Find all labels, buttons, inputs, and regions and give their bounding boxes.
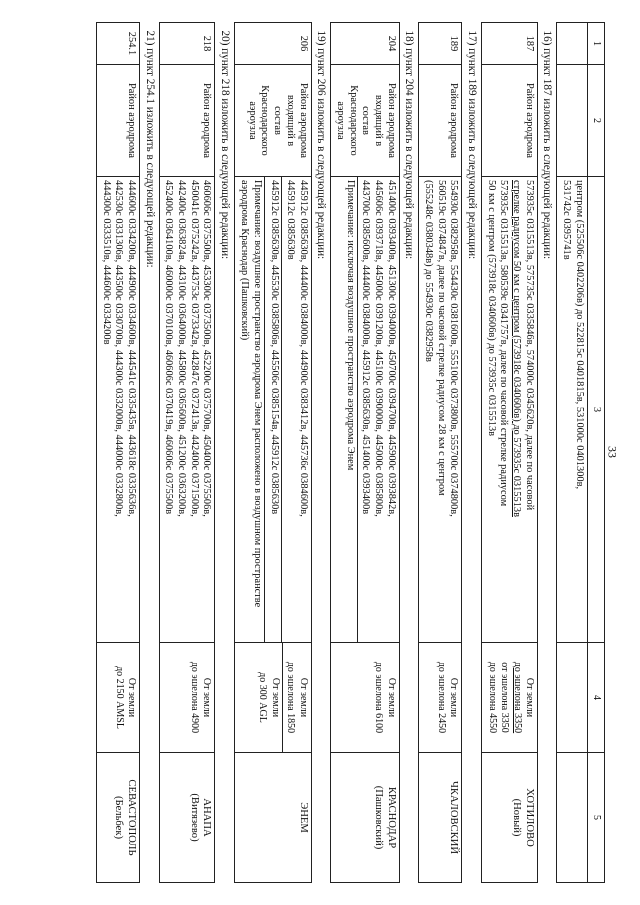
note-text: Примечание: исключая воздушное пространство аэродрома Энем (342, 177, 358, 642)
place-cell (97, 753, 140, 883)
area-line: состав (360, 106, 372, 135)
area-line: Краснодарского (347, 85, 359, 156)
area-line: состав (272, 106, 284, 135)
coords-line: 444300с 0333510в, 444600с 0334200в (100, 180, 112, 345)
section-16-title: 16) пункт 187 изложить в следующей редакции: (537, 23, 557, 883)
section-title (462, 23, 482, 883)
table-row (419, 23, 462, 883)
place-cell (419, 753, 462, 883)
table-row (97, 23, 140, 883)
page-number: 33 (605, 446, 620, 458)
section-18-title: 18) пункт 204 изложить в следующей редакции: (399, 23, 419, 883)
note-text: Примечание: воздушное пространство аэродрома Энем расположено в воздушном пространстве (250, 177, 266, 642)
coords-line: 445606с 0393718в, 445000с 0391200в, 445100с 0390000в, 445000с 0385800в, (372, 180, 384, 517)
coords-cell (419, 177, 462, 643)
coords-line: 573935с 0315513в, 580539с 0341757в, далее по часовой стрелке радиусом (498, 180, 510, 507)
coords-line: 451400с 0393400в, 451300с 0394000в, 450700с 0394700в, 445900с 0393842в, (385, 180, 397, 517)
place-cell (331, 753, 399, 883)
coords-line: 444600с 0334200в, 444900с 0334600в, 444541с 0335435в, 443618с 0335636в, (126, 180, 138, 517)
place-name: СЕВАСТОПОЛЬ (126, 779, 138, 856)
item-number: 189 (419, 23, 462, 65)
section-title (215, 23, 235, 883)
place-name: КРАСНОДАР (385, 786, 397, 849)
coords-line: центром (525506с 0402206в) до 522815с 0401815в, 531000с 0401300в, (573, 180, 585, 490)
place-cell (235, 753, 311, 883)
limit-line: до эшелона 4550 (487, 661, 499, 734)
limit-line: до эшелона 2450 (436, 661, 448, 734)
limit-line: до 2150 AMSL (113, 666, 125, 729)
header-col-5: 5 (587, 753, 604, 883)
coords-line: 50 км с центром (573918с 0340606в) до 573935с 0315513в (485, 180, 497, 437)
place-subname: (Витязево) (188, 793, 200, 842)
table-row (159, 23, 215, 883)
coords-cell (97, 177, 140, 643)
place-subname: (Новый) (510, 798, 522, 837)
coords-line: стрелке радиусом 50 км с центром (573918с 0340606в) до 573935с 0315513в (511, 180, 523, 517)
limit-line: От земли (523, 677, 535, 718)
coords-line: 442530с 0331306в, 443500с 0330700в, 444300с 0332000в, 444000с 0332800в, (113, 180, 125, 517)
table-row (557, 23, 587, 883)
limits-cell (419, 643, 462, 753)
limit-line: От земли (268, 643, 283, 752)
limit-line: От земли (297, 677, 309, 718)
header-row (587, 23, 604, 883)
area-cell (331, 65, 399, 177)
airspace-table (96, 22, 605, 883)
coords-line: 445912с 0385630в, 445530с 0385806в, 445506с 0385154в, 445912с 0385630в (267, 177, 283, 642)
header-col-2: 2 (587, 65, 604, 177)
table-row (331, 23, 399, 883)
limits-cell (235, 643, 311, 753)
coords-line: (555248с 0380348в) до 554930с 0382958в (423, 180, 434, 362)
area-cell: Район аэродрома (482, 65, 538, 177)
coords-cell (331, 177, 399, 643)
item-number: 187 (482, 23, 538, 65)
place-cell (482, 753, 538, 883)
place-name: ХОТИЛОВО (523, 788, 535, 847)
coords-line: 445912с 0385630в (284, 180, 296, 260)
limit-line: до эшелона 1850 (285, 661, 297, 734)
coords-line: 450041с 0375242в, 443753с 0373342в, 442847с 0372413в, 442400с 0371500в, (188, 180, 200, 517)
header-col-1: 1 (587, 23, 604, 65)
table-row (482, 23, 538, 883)
section-17-title: 17) пункт 189 изложить в следующей редакции: (462, 23, 482, 883)
coords-line: 445912с 0385630в, 444400с 0384000в, 444900с 0383412в, 445736с 0384600в, (297, 180, 309, 517)
limits-cell (97, 643, 140, 753)
coords-line: 452400с 0364100в, 460000с 0370100в, 460606с 0370419в, 460606с 0375500в (163, 180, 175, 515)
note-text: аэродрома Краснодар (Пашковский) (238, 180, 250, 341)
place-name: ЭНЕМ (297, 802, 309, 833)
coords-cell (235, 177, 311, 643)
limit-line: От земли (126, 677, 138, 718)
place-name: ЧКАЛОВСКИЙ (448, 781, 460, 854)
coords-line: 442400с 0363824в, 443100с 0364000в, 445800с 0365600в, 451200с 0363200в, (176, 180, 188, 517)
area-line: аэроузла (334, 101, 346, 140)
area-cell: Район аэродрома (159, 65, 215, 177)
document-sheet (35, 22, 605, 882)
area-line: входящий в (284, 94, 296, 147)
section-19-title: 19) пункт 206 изложить в следующей редакции: (311, 23, 331, 883)
item-number: 218 (159, 23, 215, 65)
item-number: 254.1 (97, 23, 140, 65)
limit-line: до эшелона 6100 (373, 661, 385, 734)
area-line: Район аэродрома (385, 82, 397, 159)
coords-cell (159, 177, 215, 643)
coords-cell (482, 177, 538, 643)
limit-line: От земли (201, 677, 213, 718)
limits-cell (159, 643, 215, 753)
coords-line: 554930с 0382958в, 554430с 0381600в, 555100с 0373800в, 555700с 0374800в, (448, 180, 460, 517)
area-line: входящий в (372, 94, 384, 147)
limit-line: От земли (448, 677, 460, 718)
section-21-title: 21) пункт 254.1 изложить в следующей редакции: (140, 23, 160, 883)
area-cell (235, 65, 311, 177)
area-line: аэроузла (246, 101, 258, 140)
coords-line: 560519с 0374847в, далее по часовой стрелке радиусом 28 км с центром (435, 180, 447, 496)
section-title (140, 23, 160, 883)
coords-line: 531742с 0395741в (561, 180, 573, 260)
section-title (537, 23, 557, 883)
section-title (311, 23, 331, 883)
area-line: Краснодарского (259, 85, 271, 156)
place-subname: (Бельбек) (113, 795, 125, 840)
limits-cell (482, 643, 538, 753)
item-number: 204 (331, 23, 399, 65)
item-number: 206 (235, 23, 311, 65)
place-cell (159, 753, 215, 883)
limit-line: От земли (385, 677, 397, 718)
coords-line: 443700с 0385600в, 444400с 0384000в, 445912с 0385630в, 451400с 0393400в (360, 180, 372, 515)
area-cell: Район аэродрома (97, 65, 140, 177)
limit-line: до эшелона 3350 (511, 661, 523, 734)
coords-cell (557, 177, 587, 643)
area-cell: Район аэродрома (419, 65, 462, 177)
coords-line: 573935с 0315513в, 575735с 0335846в, 574000с 0345620в, далее по часовой (523, 180, 535, 511)
limits-cell (331, 643, 399, 753)
table-row (235, 23, 311, 883)
limit-line: до 300 AGL (257, 672, 268, 723)
header-col-3: 3 (587, 177, 604, 643)
place-subname: (Пашковский) (372, 785, 384, 850)
section-title (399, 23, 419, 883)
header-col-4: 4 (587, 643, 604, 753)
limit-line: от эшелона 3350 (499, 662, 511, 733)
area-line: Район аэродрома (297, 82, 309, 159)
section-20-title: 20) пункт 218 изложить в следующей редакции: (215, 23, 235, 883)
coords-line: 460606с 0375500в, 453300с 0373500в, 452200с 0375700в, 450400с 0375506в, (201, 180, 213, 517)
place-name: АНАПА (201, 798, 213, 837)
limit-line: до эшелона 4900 (189, 661, 201, 734)
